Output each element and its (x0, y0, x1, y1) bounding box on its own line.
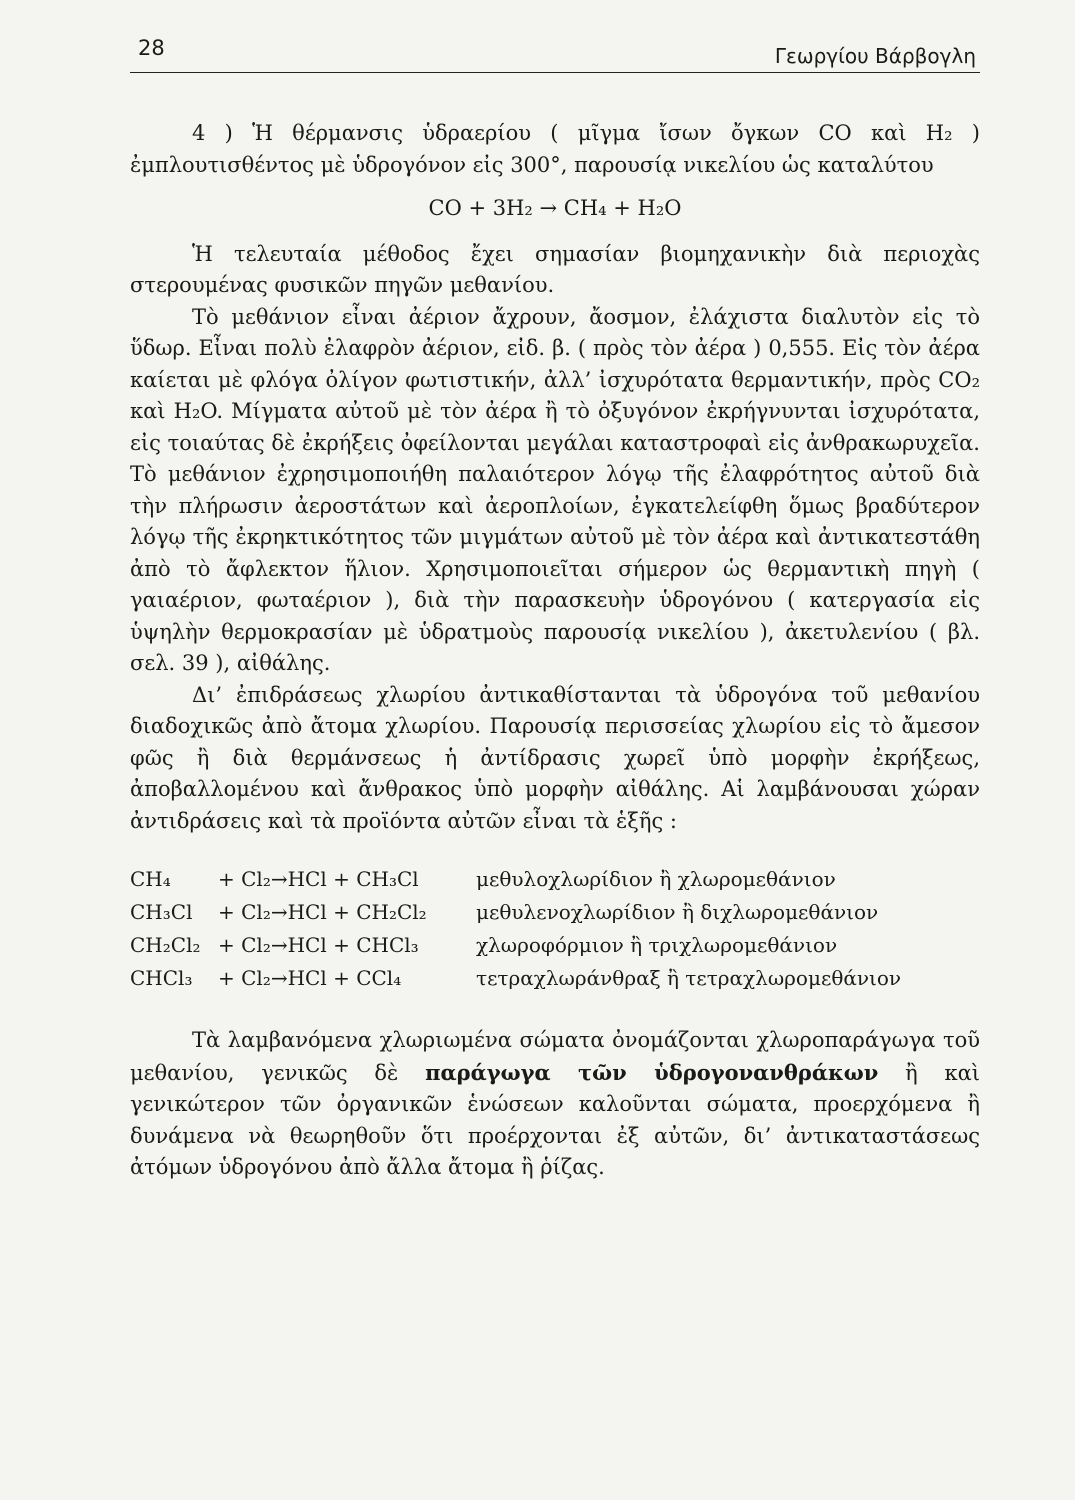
paragraph-methane-properties: Τὸ μεθάνιον εἶναι ἀέριον ἄχρουν, ἄοσμον, ἐλάχιστα διαλυτὸν εἰς τὸ ὕδωρ. Εἶναι πολὺ ἐλαφρὸν ἀέριον, εἰδ. β. ( πρὸς τὸν ἀέρα ) 0,555. Εἰς τὸν ἀέρα καίεται μὲ φλόγα ὀλίγον φωτιστικήν, ἀλλ’ ἰσχυρότατα θερμαντικήν, πρὸς CO₂ καὶ H₂O. Μίγματα αὐτοῦ μὲ τὸν ἀέρα ἢ τὸ ὀξυγόνον ἐκρήγνυνται ἰσχυρότατα, εἰς τοιαύτας δὲ ἐκρήξεις ὀφείλονται μεγάλαι καταστροφαὶ εἰς ἀνθρακωρυχεῖα. Τὸ μεθάνιον ἐχρησιμοποιήθη παλαιότερον λόγῳ τῆς ἐλαφρότητος αὐτοῦ διὰ τὴν πλήρωσιν ἀεροστάτων καὶ ἀεροπλοίων, ἐγκατελείφθη ὅμως βραδύτερον λόγῳ τῆς ἐκρηκτικότητος τῶν μιγμάτων αὐτοῦ μὲ τὸν ἀέρα καὶ ἀντικατεστάθη ἀπὸ τὸ ἄφλεκτον ἥλιον. Χρησιμοποιεῖται σήμερον ὡς θερμαντικὴ πηγὴ ( γαιαέριον, φωταέριον ), διὰ τὴν παρασκευὴν ὑδρογόνου ( κατεργασία εἰς ὑψηλὴν θερμοκρασίαν μὲ ὑδρατμοὺς παρουσίᾳ νικελίου ), ἀκετυλενίου ( βλ. σελ. 39 ), αἰθάλης. (130, 304, 980, 675)
paragraph-hydrogas-heating: 4 ) Ἡ θέρμανσις ὑδραερίου ( μῖγμα ἴσων ὄγκων CO καὶ H₂ ) ἐμπλουτισθέντος μὲ ὑδρογόνον εἰς 300°, παρουσίᾳ νικελίου ὡς καταλύτου (130, 121, 980, 177)
page-body (130, 118, 980, 1184)
reactant-formula: CH₄ (130, 867, 171, 891)
page-number: 28 (138, 36, 165, 60)
paragraph-text: Τὰ λαμβανόμενα χλωριωμένα σώματα ὀνομάζονται χλωροπαράγωγα τοῦ μεθανίου, γενικῶς δὲ (130, 1028, 980, 1085)
equation-methanation: CO + 3H₂ → CH₄ + H₂O (428, 196, 682, 220)
reaction-equation: + Cl₂→HCl + CH₃Cl (218, 867, 419, 891)
reaction-equation: + Cl₂→HCl + CH₂Cl₂ (218, 900, 427, 924)
product-name: χλωροφόρμιον ἢ τριχλωρομεθάνιον (476, 933, 838, 957)
product-name: τετραχλωράνθραξ ἢ τετραχλωρομεθάνιον (476, 966, 902, 990)
chlorination-reactions-table (130, 863, 901, 995)
paragraph-industrial-method: Ἡ τελευταία μέθοδος ἔχει σημασίαν βιομηχανικὴν διὰ περιοχὰς στερουμένας φυσικῶν πηγῶν μεθανίου. (130, 241, 980, 297)
reaction-row (130, 962, 901, 995)
reactant-formula: CHCl₃ (130, 966, 193, 990)
product-name: μεθυλενοχλωρίδιον ἢ διχλωρομεθάνιον (476, 900, 879, 924)
paragraph-text: ἢ καὶ γενικώτερον τῶν ὀργανικῶν ἑνώσεων καλοῦνται σώματα, προερχόμενα ἢ δυνάμενα νὰ θεωρηθοῦν ὅτι προέρχονται ἐξ αὐτῶν, δι’ ἀντικαταστάσεως ἀτόμων ὑδρογόνου ἀπὸ ἄλλα ἄτομα ἢ ῥίζας. (130, 1060, 980, 1179)
running-head: Γεωργίου Βάρβογλη (774, 44, 976, 68)
reaction-row (130, 896, 901, 929)
reactant-formula: CH₃Cl (130, 900, 193, 924)
reaction-row (130, 929, 901, 962)
reaction-equation: + Cl₂→HCl + CCl₄ (218, 966, 402, 990)
product-name: μεθυλοχλωρίδιον ἢ χλωρομεθάνιον (476, 867, 836, 891)
paragraph-chloro-derivatives (130, 1025, 980, 1184)
page-header (130, 36, 980, 73)
reaction-equation: + Cl₂→HCl + CHCl₃ (218, 933, 419, 957)
paragraph-chlorination: Δι’ ἐπιδράσεως χλωρίου ἀντικαθίστανται τὰ ὑδρογόνα τοῦ μεθανίου διαδοχικῶς ἀπὸ ἄτομα χλωρίου. Παρουσίᾳ περισσείας χλωρίου εἰς τὸ ἄμεσον φῶς ἢ διὰ θερμάνσεως ἡ ἀντίδρασις χωρεῖ ὑπὸ μορφὴν ἐκρήξεως, ἀποβαλλομένου καὶ ἄνθρακος ὑπὸ μορφὴν αἰθάλης. Αἱ λαμβάνουσαι χώραν ἀντιδράσεις καὶ τὰ προϊόντα αὐτῶν εἶναι τὰ ἑξῆς : (130, 682, 980, 833)
reaction-row (130, 863, 901, 896)
reactant-formula: CH₂Cl₂ (130, 933, 201, 957)
bold-term: παράγωγα τῶν ὑδρογονανθράκων (425, 1059, 879, 1085)
